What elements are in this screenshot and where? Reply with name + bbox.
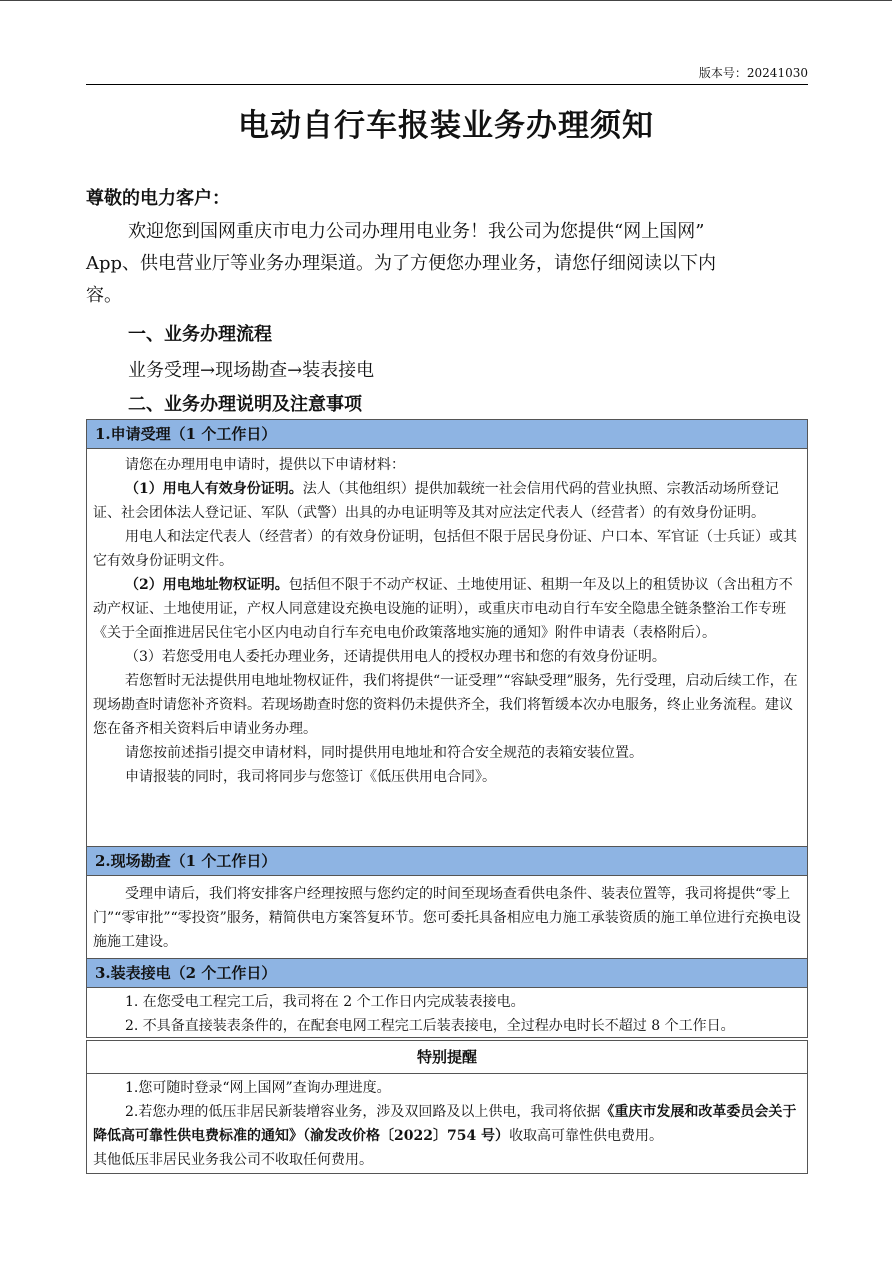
apply-id-note: 用电人和法定代表人（经营者）的有效身份证明，包括但不限于居民身份证、户口本、军官证（士兵证）或其它有效身份证明文件。 (93, 529, 797, 569)
intro-line: 欢迎您到国网重庆市电力公司办理用电业务！我公司为您提供“网上国网” (128, 221, 705, 242)
apply-item-2 (93, 573, 801, 645)
top-border (0, 0, 892, 1)
process-heading: 一、业务办理流程 (128, 324, 272, 345)
section-apply-header: 1.申请受理（1 个工作日） (86, 419, 808, 449)
intro-line: App、供电营业厅等业务办理渠道。为了方便您办理业务，请您仔细阅读以下内 (86, 253, 717, 274)
reminder-header: 特别提醒 (86, 1040, 808, 1074)
apply-deficiency-note: 若您暂时无法提供用电地址物权证件，我们将提供“一证受理”“容缺受理”服务，先行受理，启动后续工作，在现场勘查时请您补齐资料。若现场勘查时您的资料仍未提供齐全，我们将暂缓本次办电服务，终止业务流程。建议您在备齐相关资料后申请业务办理。 (93, 673, 798, 737)
reminder-item-3: 其他低压非居民业务我公司不收取任何费用。 (93, 1152, 373, 1168)
notes-heading: 二、业务办理说明及注意事项 (128, 394, 362, 415)
reminder-body (86, 1074, 808, 1174)
header-rule (86, 84, 808, 85)
document-title: 电动自行车报装业务办理须知 (238, 108, 654, 144)
process-flow: 业务受理→现场勘查→装表接电 (128, 360, 375, 381)
reminder-item-2-post: 收取高可靠性供电费用。 (509, 1128, 664, 1144)
salutation: 尊敬的电力客户： (86, 188, 230, 209)
reminder-item-2-pre: 2.若您办理的低压非居民新装增容业务，涉及双回路及以上供电，我司将依据 (125, 1104, 601, 1120)
reminder-item-1: 1.您可随时登录“网上国网”查询办理进度。 (125, 1080, 391, 1096)
apply-item-2-text: 包括但不限于不动产权证、土地使用证、租期一年及以上的租赁协议（含出租方不动产权证、土地使用证，产权人同意建设充换电设施的证明），或重庆市电动自行车安全隐患全链条整治工作专班《关于全面推进居民住宅小区内电动自行车充电电价政策落地实施的通知》附件申请表（表格附后）。 (93, 577, 793, 641)
intro-paragraph (86, 216, 808, 312)
section-survey-header: 2.现场勘查（1 个工作日） (86, 846, 808, 876)
section-install-header: 3.装表接电（2 个工作日） (86, 958, 808, 988)
intro-line: 容。 (86, 285, 122, 306)
apply-item-1-text: 法人（其他组织）提供加载统一社会信用代码的营业执照、宗教活动场所登记证、社会团体法人登记证、军队（武警）出具的办电证明等及其对应法定代表人（经营者）的有效身份证明。 (93, 481, 779, 521)
apply-item-1-title: （1）用电人有效身份证明。 (125, 481, 303, 497)
survey-text: 受理申请后，我们将安排客户经理按照与您约定的时间至现场查看供电条件、装表位置等，我司将提供“零上门”“零审批”“零投资”服务，精简供电方案答复环节。您可委托具备相应电力施工承装资质的施工单位进行充换电设施施工建设。 (93, 886, 801, 950)
install-item-2: 2. 不具备直接装表条件的，在配套电网工程完工后装表接电，全过程办电时长不超过 8 个工作日。 (125, 1018, 735, 1034)
section-install-body (86, 988, 808, 1038)
apply-submit-note: 请您按前述指引提交申请材料，同时提供用电地址和符合安全规范的表箱安装位置。 (125, 745, 643, 761)
section-survey-body (86, 876, 808, 958)
install-item-1: 1. 在您受电工程完工后，我司将在 2 个工作日内完成装表接电。 (125, 994, 525, 1010)
apply-contract-note: 申请报装的同时，我司将同步与您签订《低压供用电合同》。 (125, 769, 496, 785)
reminder-policy-reference: 《重庆市发展和改革委员会关于降低高可靠性供电费标准的通知》（渝发改价格〔2022〕754 号） (93, 1104, 797, 1144)
reminder-item-2 (93, 1100, 801, 1148)
apply-intro: 请您在办理用电申请时，提供以下申请材料： (125, 457, 405, 473)
version-number: 版本号：20241030 (698, 66, 808, 80)
apply-item-2-title: （2）用电地址物权证明。 (125, 577, 289, 593)
apply-item-1 (93, 477, 801, 525)
apply-item-3: （3）若您受用电人委托办理业务，还请提供用电人的授权办理书和您的有效身份证明。 (125, 649, 666, 665)
section-apply-body (86, 449, 808, 846)
